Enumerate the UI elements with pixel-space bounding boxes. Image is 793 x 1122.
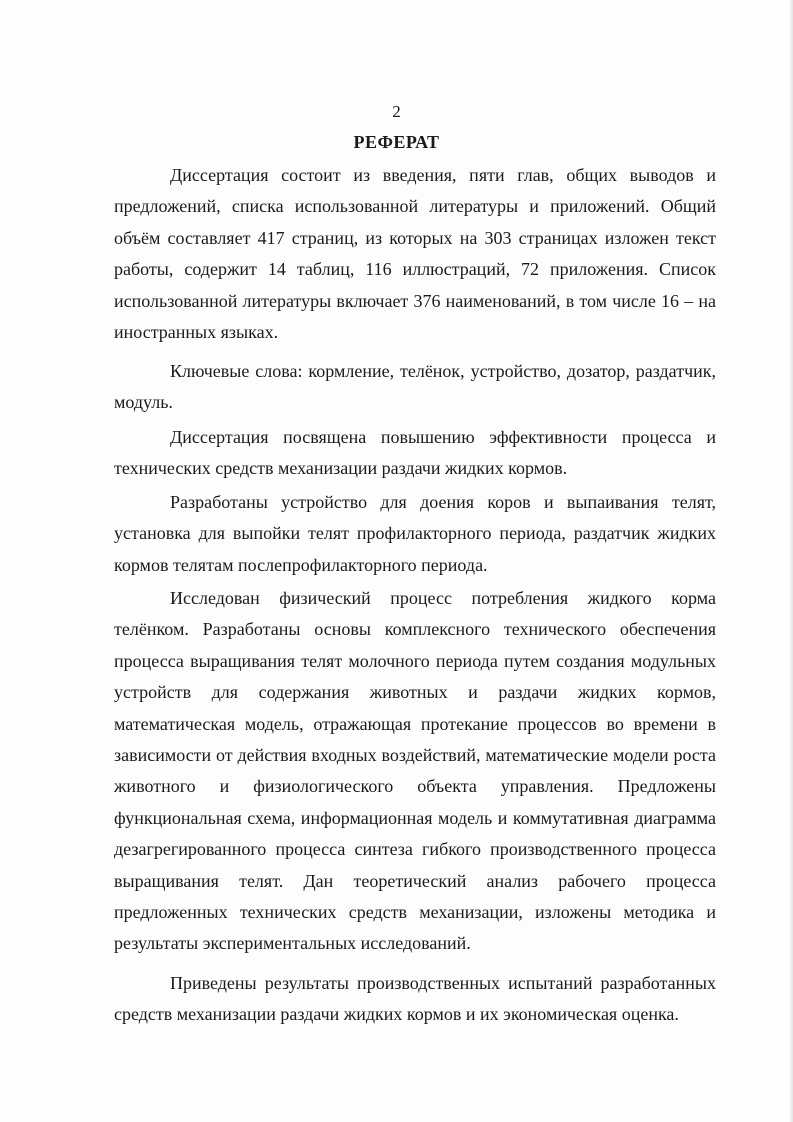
page-number: 2 (392, 102, 401, 121)
paragraph-structure: Диссертация состоит из введения, пяти глав, общих выводов и предложений, списка использованной литературы и приложений. Общий объём составляет 417 страниц, из которых на 303 страницах изложен текст работы, содержит 14 таблиц, 116 иллюстраций, 72 приложения. Список использованной литературы включает 376 наименований, в том числе 16 – на иностранных языках. (114, 165, 716, 343)
paragraph-results: Приведены результаты производственных испытаний разработанных средств механизации раздачи жидких кормов и их экономическая оценка. (114, 973, 716, 1025)
paragraph-keywords: Ключевые слова: кормление, телёнок, устройство, дозатор, раздатчик, модуль. (114, 361, 716, 413)
paragraph-developments: Разработаны устройство для доения коров и выпаивания телят, установка для выпойки телят профилакторного периода, раздатчик жидких кормов телятам послепрофилакторного периода. (114, 492, 716, 575)
page-title: РЕФЕРАТ (353, 132, 440, 152)
paragraph-research: Исследован физический процесс потребления жидкого корма телёнком. Разработаны основы комплексного технического обеспечения процесса выращивания телят молочного периода путем создания модульных устройств для содержания животных и раздачи жидких кормов, математическая модель, отражающая протекание процессов во времени в зависимости от действия входных воздействий, математические модели роста животного и физиологического объекта управления. Предложены функциональная схема, информационная модель и коммутативная диаграмма дезагрегированного процесса синтеза гибкого производственного процесса выращивания телят. Дан теоретический анализ рабочего процесса предложенных технических средств механизации, изложены методика и результаты экспериментальных исследований. (114, 588, 716, 954)
paragraph-purpose: Диссертация посвящена повышению эффективности процесса и технических средств механизации раздачи жидких кормов. (114, 427, 716, 479)
